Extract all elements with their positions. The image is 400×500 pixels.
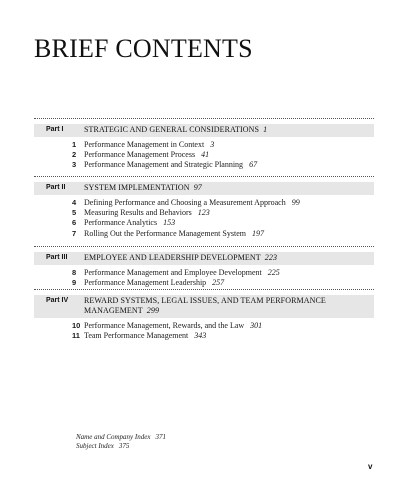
toc-part-2: [34, 176, 374, 239]
chapter-title: Performance Management and Strategic Planning: [84, 160, 244, 170]
chapter-number: 10: [72, 321, 81, 330]
part-label: Part IV: [46, 297, 69, 304]
chapter-title: Performance Management and Employee Development: [84, 268, 262, 277]
chapter-entry[interactable]: [72, 140, 374, 150]
chapter-number: 11: [72, 331, 80, 341]
chapter-entry[interactable]: [72, 268, 374, 278]
chapter-entry[interactable]: [72, 150, 374, 160]
chapter-title: Defining Performance and Choosing a Measurement Approach: [84, 198, 286, 207]
chapter-page: 225: [267, 268, 280, 277]
index-entry[interactable]: [76, 433, 166, 442]
chapter-page: 41: [201, 150, 210, 160]
chapter-title: Measuring Results and Behaviors: [84, 208, 192, 218]
chapter-number: 9: [72, 278, 77, 288]
chapter-number: 6: [72, 218, 77, 228]
index-page: 375: [118, 442, 130, 450]
chapter-page: 3: [210, 140, 215, 149]
index-title: Subject Index: [76, 442, 114, 450]
chapter-entry[interactable]: [72, 218, 374, 228]
chapter-entry[interactable]: [72, 160, 374, 170]
part-header: [34, 124, 374, 137]
part-title[interactable]: EMPLOYEE AND LEADERSHIP DEVELOPMENT 223: [84, 253, 278, 262]
chapter-title: Performance Analytics: [84, 218, 158, 228]
chapter-entry[interactable]: [72, 198, 374, 208]
chapter-entry[interactable]: [72, 331, 374, 341]
index-list: [76, 433, 166, 451]
chapter-entry[interactable]: [72, 321, 374, 331]
chapter-title: Performance Management, Rewards, and the Law: [84, 321, 245, 330]
part-title[interactable]: STRATEGIC AND GENERAL CONSIDERATIONS 1: [84, 125, 268, 134]
chapter-entry[interactable]: [72, 278, 374, 288]
chapter-page: 123: [197, 208, 210, 218]
chapter-page: 301: [250, 321, 263, 330]
toc-part-1: [34, 118, 374, 171]
chapter-list: [34, 198, 374, 239]
chapter-number: 3: [72, 160, 77, 170]
toc-part-3: [34, 246, 374, 288]
chapter-page: 67: [249, 160, 258, 170]
part-label: Part II: [46, 184, 66, 191]
part-header: [34, 182, 374, 195]
chapter-number: 2: [72, 150, 77, 160]
chapter-title: Performance Management Process: [84, 150, 196, 160]
chapter-title: Performance Management in Context: [84, 140, 205, 149]
page-title: BRIEF CONTENTS: [34, 34, 253, 63]
part-header: [34, 252, 374, 265]
part-divider: [34, 118, 374, 119]
part-page: 223: [264, 253, 278, 262]
chapter-list: [34, 140, 374, 171]
part-divider: [34, 176, 374, 177]
part-label: Part III: [46, 254, 68, 261]
chapter-page: 257: [212, 278, 225, 288]
part-divider: [34, 246, 374, 247]
toc-part-4: [34, 289, 374, 341]
chapter-page: 343: [194, 331, 207, 341]
part-label: Part I: [46, 126, 64, 133]
chapter-title: Performance Management Leadership: [84, 278, 207, 288]
chapter-entry[interactable]: [72, 208, 374, 218]
part-page: 299: [146, 306, 160, 315]
part-header: [34, 295, 374, 318]
part-divider: [34, 289, 374, 290]
chapter-title: Rolling Out the Performance Management System: [84, 228, 246, 238]
chapter-number: 7: [72, 228, 77, 238]
chapter-number: 8: [72, 268, 77, 277]
chapter-list: [34, 268, 374, 288]
index-title: Name and Company Index: [76, 433, 151, 441]
chapter-number: 4: [72, 198, 77, 207]
chapter-entry[interactable]: [72, 229, 374, 239]
chapter-page: 99: [291, 198, 300, 207]
chapter-list: [34, 321, 374, 341]
chapter-title: Team Performance Management: [84, 331, 189, 341]
chapter-number: 5: [72, 208, 77, 218]
chapter-page: 153: [163, 218, 176, 228]
page-number: v: [368, 462, 373, 471]
part-page: 1: [263, 125, 268, 134]
chapter-number: 1: [72, 140, 77, 149]
part-page: 97: [193, 183, 202, 192]
index-entry[interactable]: [76, 442, 166, 451]
part-title[interactable]: SYSTEM IMPLEMENTATION 97: [84, 183, 202, 192]
index-page: 371: [155, 433, 166, 441]
chapter-page: 197: [251, 228, 264, 238]
part-title[interactable]: REWARD SYSTEMS, LEGAL ISSUES, AND TEAM PERFORMANCE MANAGEMENT 299: [84, 296, 326, 315]
